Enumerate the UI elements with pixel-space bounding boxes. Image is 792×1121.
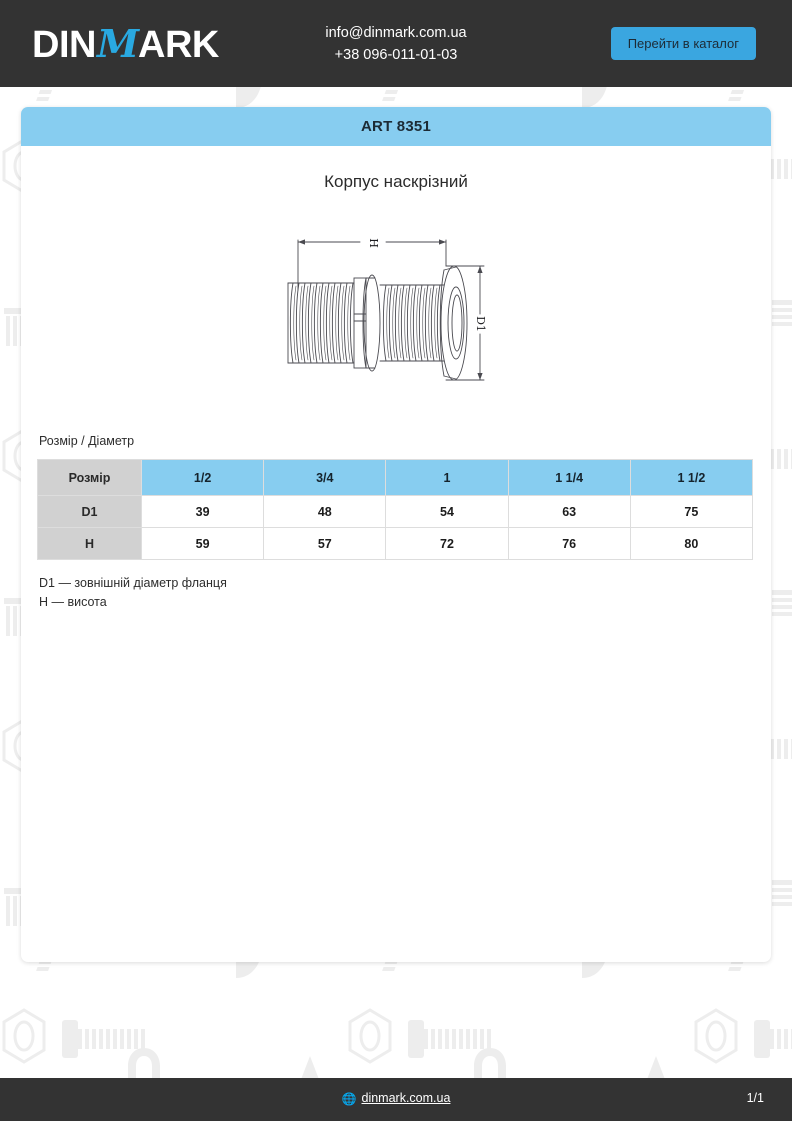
row-label-d1: D1 bbox=[38, 496, 142, 528]
table-corner-header: Розмір bbox=[38, 460, 142, 496]
product-title: Корпус наскрізний bbox=[324, 172, 468, 191]
footer-site-link-wrap bbox=[0, 1091, 792, 1106]
legend-line-d1: D1 — зовнішній діаметр фланця bbox=[39, 576, 227, 590]
column-header-4: 1 1/2 bbox=[630, 460, 752, 496]
dimension-label-h: H bbox=[367, 237, 380, 248]
logo-text-part1: DIN bbox=[32, 24, 96, 66]
page-number: 1/1 bbox=[746, 1091, 764, 1105]
spec-caption: Розмір / Діаметр bbox=[39, 434, 135, 448]
cell-h-2: 72 bbox=[386, 528, 508, 560]
logo-text-accent: M bbox=[96, 21, 138, 66]
site-header bbox=[0, 0, 792, 87]
site-footer bbox=[0, 1078, 792, 1121]
column-header-0: 1/2 bbox=[142, 460, 264, 496]
contact-phone[interactable]: +38 096-011-01-03 bbox=[334, 47, 458, 63]
legend-line-h: H — висота bbox=[39, 595, 107, 609]
cell-h-4: 80 bbox=[630, 528, 752, 560]
table-row bbox=[38, 496, 753, 528]
dimensions-table bbox=[37, 459, 753, 560]
column-header-3: 1 1/4 bbox=[508, 460, 630, 496]
cell-h-0: 59 bbox=[142, 528, 264, 560]
cell-d1-1: 48 bbox=[264, 496, 386, 528]
technical-drawing bbox=[276, 218, 516, 398]
footer-site-link[interactable]: dinmark.com.ua bbox=[361, 1091, 451, 1105]
cell-d1-2: 54 bbox=[386, 496, 508, 528]
dimension-label-d1: D1 bbox=[474, 315, 487, 332]
contact-email[interactable]: info@dinmark.com.ua bbox=[325, 25, 467, 41]
column-header-2: 1 bbox=[386, 460, 508, 496]
globe-icon: 🌐 bbox=[341, 1092, 357, 1106]
technical-drawing-container bbox=[21, 210, 771, 405]
cell-d1-4: 75 bbox=[630, 496, 752, 528]
go-to-catalog-button[interactable]: Перейти в каталог bbox=[611, 27, 756, 60]
specification-section bbox=[21, 434, 771, 612]
table-header-row bbox=[38, 460, 753, 496]
product-card bbox=[21, 107, 771, 962]
cell-h-3: 76 bbox=[508, 528, 630, 560]
row-label-h: H bbox=[38, 528, 142, 560]
table-row bbox=[38, 528, 753, 560]
legend-block bbox=[37, 574, 755, 612]
column-header-1: 3/4 bbox=[264, 460, 386, 496]
logo-text-part3: ARK bbox=[138, 24, 219, 66]
cell-d1-0: 39 bbox=[142, 496, 264, 528]
cell-d1-3: 63 bbox=[508, 496, 630, 528]
article-banner: ART 8351 bbox=[21, 107, 771, 146]
cell-h-1: 57 bbox=[264, 528, 386, 560]
